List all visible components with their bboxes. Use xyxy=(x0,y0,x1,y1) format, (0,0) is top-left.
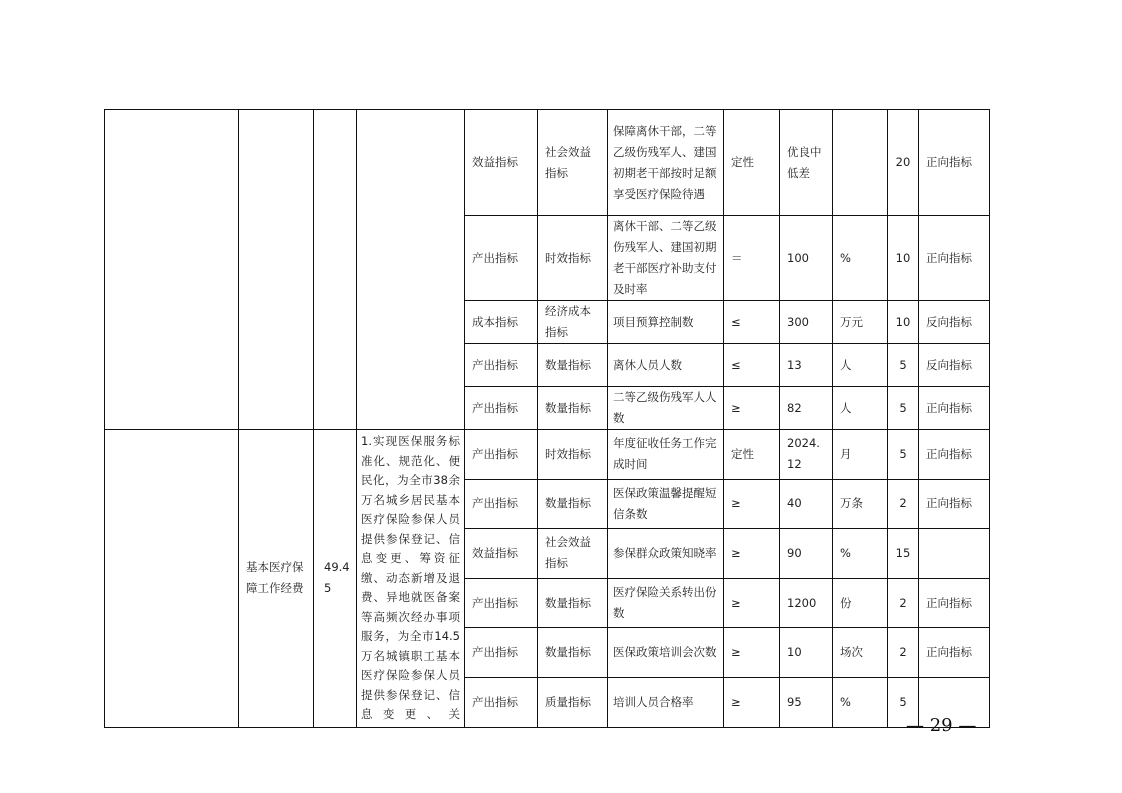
level2-indicator: 数量指标 xyxy=(538,344,608,387)
level1-indicator: 效益指标 xyxy=(465,110,538,216)
table-row xyxy=(105,430,990,480)
level3-indicator: 二等乙级伤残军人人数 xyxy=(608,387,724,430)
level1-indicator: 产出指标 xyxy=(465,578,538,628)
weight: 10 xyxy=(888,216,919,301)
level2-indicator: 社会效益指标 xyxy=(538,110,608,216)
target-value: 40 xyxy=(780,479,833,529)
level2-indicator: 质量指标 xyxy=(538,677,608,727)
direction: 反向指标 xyxy=(919,301,990,344)
level1-indicator: 产出指标 xyxy=(465,430,538,480)
weight: 5 xyxy=(888,344,919,387)
level1-indicator: 产出指标 xyxy=(465,628,538,678)
operator: ≥ xyxy=(724,628,780,678)
operator: ≥ xyxy=(724,578,780,628)
operator: ≥ xyxy=(724,479,780,529)
unit: 份 xyxy=(833,578,888,628)
target-value: 95 xyxy=(780,677,833,727)
direction xyxy=(919,529,990,579)
level2-indicator: 数量指标 xyxy=(538,628,608,678)
target-value: 100 xyxy=(780,216,833,301)
direction: 正向指标 xyxy=(919,430,990,480)
weight: 5 xyxy=(888,430,919,480)
level3-indicator: 保障离休干部，二等乙级伤残军人、建国初期老干部按时足额享受医疗保险待遇 xyxy=(608,110,724,216)
target-value: 2024.12 xyxy=(780,430,833,480)
level1-indicator: 效益指标 xyxy=(465,529,538,579)
weight: 5 xyxy=(888,677,919,727)
unit: 万条 xyxy=(833,479,888,529)
direction: 正向指标 xyxy=(919,578,990,628)
level1-indicator: 产出指标 xyxy=(465,387,538,430)
level1-indicator: 产出指标 xyxy=(465,344,538,387)
level3-indicator: 离休干部、二等乙级伤残军人、建国初期老干部医疗补助支付及时率 xyxy=(608,216,724,301)
performance-indicator-table xyxy=(104,109,990,728)
unit: 人 xyxy=(833,344,888,387)
table-row xyxy=(105,110,990,216)
operator: ≥ xyxy=(724,529,780,579)
project-name: 基本医疗保障工作经费 xyxy=(239,430,314,728)
target-value: 1200 xyxy=(780,578,833,628)
level1-indicator: 成本指标 xyxy=(465,301,538,344)
blank-cell xyxy=(239,110,314,430)
level2-indicator: 数量指标 xyxy=(538,479,608,529)
level2-indicator: 时效指标 xyxy=(538,430,608,480)
level2-indicator: 社会效益指标 xyxy=(538,529,608,579)
blank-cell xyxy=(105,430,239,728)
level3-indicator: 参保群众政策知晓率 xyxy=(608,529,724,579)
level3-indicator: 项目预算控制数 xyxy=(608,301,724,344)
unit xyxy=(833,110,888,216)
blank-cell xyxy=(105,110,239,430)
weight: 15 xyxy=(888,529,919,579)
level3-indicator: 年度征收任务工作完成时间 xyxy=(608,430,724,480)
level1-indicator: 产出指标 xyxy=(465,216,538,301)
operator: ≤ xyxy=(724,301,780,344)
target-value: 优良中低差 xyxy=(780,110,833,216)
level2-indicator: 数量指标 xyxy=(538,387,608,430)
direction: 正向指标 xyxy=(919,479,990,529)
level2-indicator: 时效指标 xyxy=(538,216,608,301)
weight: 2 xyxy=(888,479,919,529)
level1-indicator: 产出指标 xyxy=(465,479,538,529)
operator: 定性 xyxy=(724,430,780,480)
level3-indicator: 医保政策培训会次数 xyxy=(608,628,724,678)
operator: ≥ xyxy=(724,677,780,727)
target-value: 13 xyxy=(780,344,833,387)
direction: 正向指标 xyxy=(919,216,990,301)
target-value: 10 xyxy=(780,628,833,678)
page-number: — 29 — xyxy=(906,715,977,736)
level3-indicator: 医疗保险关系转出份数 xyxy=(608,578,724,628)
level2-indicator: 经济成本指标 xyxy=(538,301,608,344)
direction: 反向指标 xyxy=(919,344,990,387)
unit: % xyxy=(833,216,888,301)
weight: 10 xyxy=(888,301,919,344)
blank-cell xyxy=(314,110,357,430)
weight: 2 xyxy=(888,628,919,678)
operator: ≤ xyxy=(724,344,780,387)
level3-indicator: 离休人员人数 xyxy=(608,344,724,387)
unit: % xyxy=(833,529,888,579)
unit: 月 xyxy=(833,430,888,480)
unit: 人 xyxy=(833,387,888,430)
operator: ≥ xyxy=(724,387,780,430)
level1-indicator: 产出指标 xyxy=(465,677,538,727)
direction: 正向指标 xyxy=(919,110,990,216)
level2-indicator: 数量指标 xyxy=(538,578,608,628)
level3-indicator: 培训人员合格率 xyxy=(608,677,724,727)
project-description: 1.实现医保服务标准化、规范化、便民化，为全市38余万名城乡居民基本医疗保险参保人员提供参保登记、信息变更、筹资征缴、动态新增及退费、异地就医备案等高频次经办事项服务，为全市14.5万名城镇职工基本医疗保险参保人员提供参保登记、信息变更、关 xyxy=(357,430,465,728)
level3-indicator: 医保政策温馨提醒短信条数 xyxy=(608,479,724,529)
target-value: 82 xyxy=(780,387,833,430)
weight: 2 xyxy=(888,578,919,628)
operator: ＝ xyxy=(724,216,780,301)
target-value: 300 xyxy=(780,301,833,344)
target-value: 90 xyxy=(780,529,833,579)
weight: 5 xyxy=(888,387,919,430)
project-amount: 49.45 xyxy=(314,430,357,728)
weight: 20 xyxy=(888,110,919,216)
unit: 场次 xyxy=(833,628,888,678)
unit: % xyxy=(833,677,888,727)
direction: 正向指标 xyxy=(919,628,990,678)
operator: 定性 xyxy=(724,110,780,216)
blank-cell xyxy=(357,110,465,430)
unit: 万元 xyxy=(833,301,888,344)
direction: 正向指标 xyxy=(919,387,990,430)
